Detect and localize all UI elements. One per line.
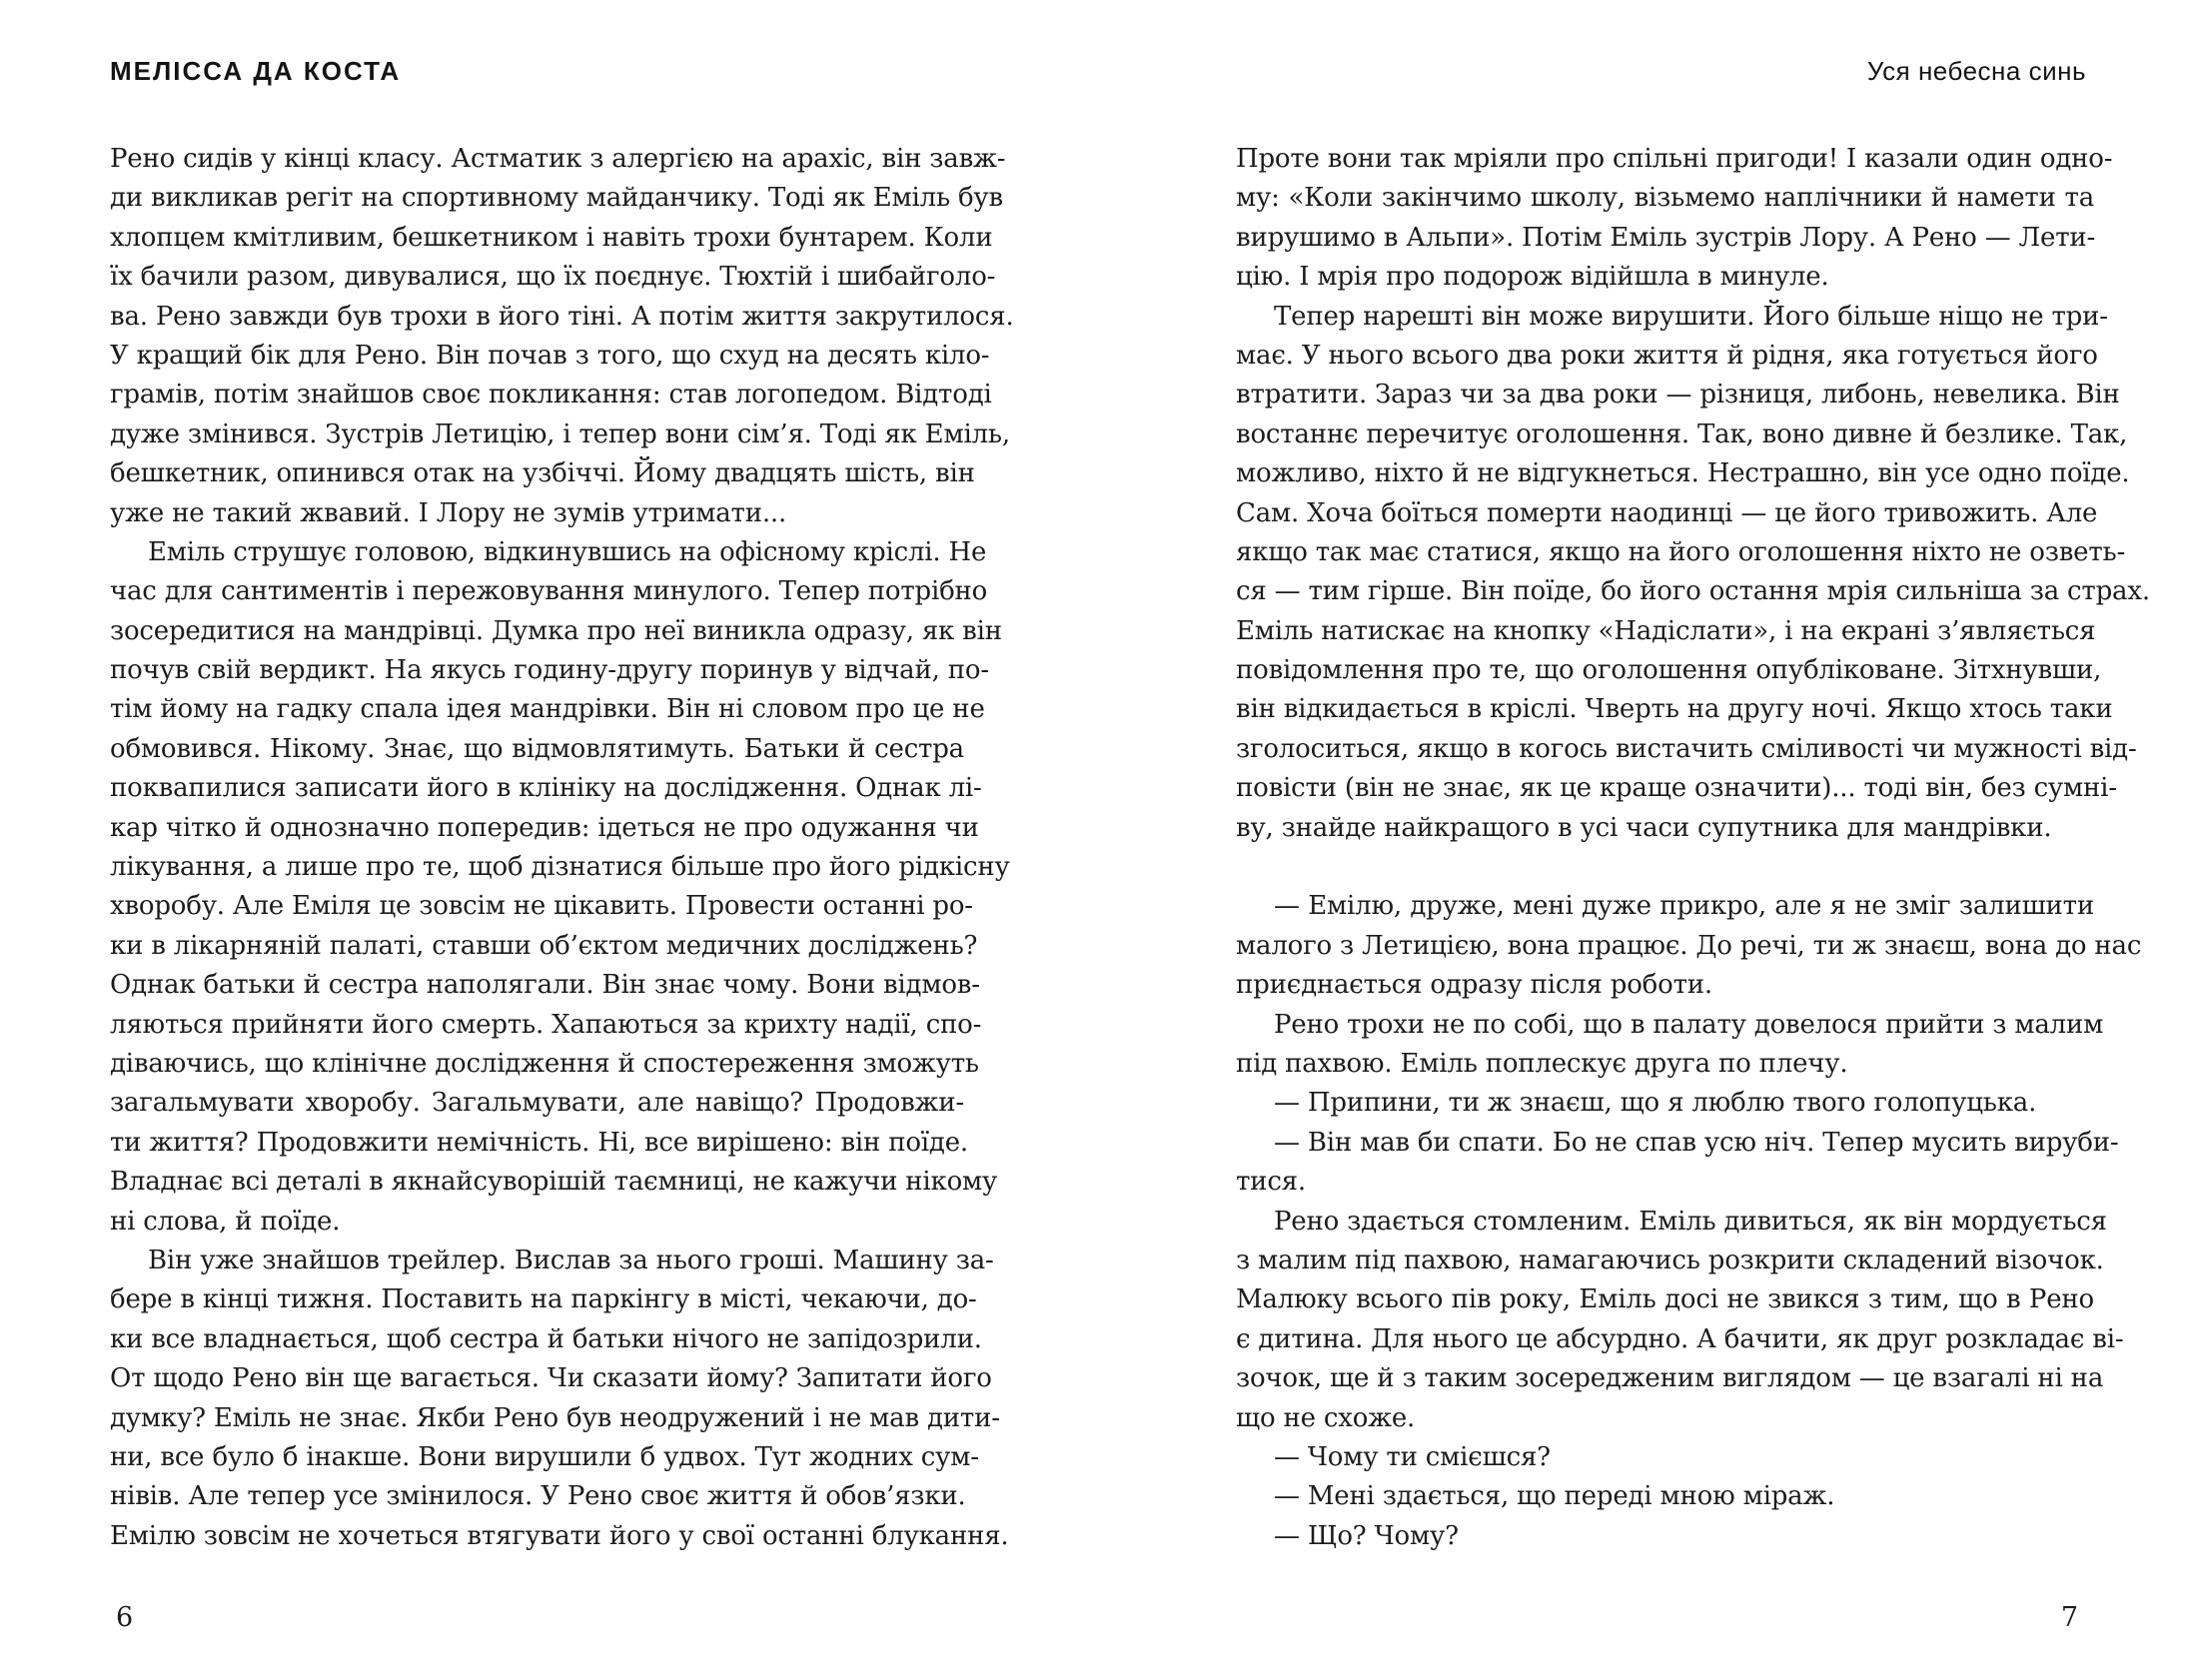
text-line: грамів, потім знайшов своє покликання: став логопедом. Відтоді — [110, 380, 992, 411]
text-line: ки все владнається, щоб сестра й батьки нічого не запідозрили. — [110, 1323, 982, 1354]
text-line: зголоситься, якщо в когось вистачить сміливості чи мужності від- — [1236, 733, 2137, 764]
text-line: малого з Летицією, вона працює. До речі, ти ж знаєш, вона до нас — [1236, 930, 2142, 961]
text-line: Малюку всього пів року, Еміль досі не звикся з тим, що в Рено — [1236, 1284, 2094, 1315]
text-line: уже не такий жвавий. І Лору не зумів утримати... — [110, 497, 787, 528]
text-line: зосередитися на мандрівці. Думка про неї виникла одразу, як він — [110, 615, 1002, 646]
paragraph — [110, 1242, 1009, 1556]
text-line: От щодо Рено він ще вагається. Чи сказати йому? Запитати його — [110, 1363, 992, 1394]
text-line: їх бачили разом, дивувалися, що їх поєднує. Тюхтій і шибайголо- — [110, 262, 996, 293]
text-block-right — [1236, 140, 2150, 1556]
text-line: хлопцем кмітливим, бешкетником і навіть трохи бунтарем. Коли — [110, 222, 993, 253]
text-line: Рено здається стомленим. Еміль дивиться, як він мордується — [1274, 1206, 2107, 1237]
paragraph — [1236, 1477, 2094, 1516]
text-line: думку? Еміль не знає. Якби Рено був неодружений і не мав дити- — [110, 1402, 1000, 1433]
text-line: повідомлення про те, що оголошення опубліковане. Зітхнувши, — [1236, 655, 2102, 686]
text-line: бешкетник, опинився отак на узбіччі. Йому двадцять шість, він — [110, 458, 975, 489]
text-line: ляються прийняти його смерть. Хапаються за крихту надії, спо- — [110, 1009, 982, 1040]
page-left — [110, 0, 1014, 1680]
text-line: дуже змінився. Зустрів Летицію, і тепер вони сім’я. Тоді як Еміль, — [110, 419, 1010, 449]
paragraph — [1236, 140, 2113, 298]
running-head-author: МЕЛІССА ДА КОСТА — [110, 56, 402, 86]
text-line: ти життя? Продовжити немічність. Ні, все вирішено: він поїде. — [110, 1127, 968, 1158]
text-line: поквапилися записати його в клініку на дослідження. Однак лі- — [110, 773, 982, 804]
paragraph — [110, 533, 1010, 1242]
text-line: зочок, ще й з таким зосередженим виглядом — це взагалі ні на — [1236, 1363, 2104, 1394]
page-right — [1236, 0, 2150, 1680]
paragraph — [1236, 1084, 2094, 1123]
text-line: повісти (він не знає, як це краще означити)... тоді він, без сумні- — [1236, 773, 2117, 804]
text-line: У кращий бік для Рено. Він почав з того, що схуд на десять кіло- — [110, 340, 990, 371]
paragraph — [1236, 298, 2150, 848]
text-line: він відкидається в кріслі. Чверть на другу ночі. Якщо хтось таки — [1236, 694, 2113, 725]
text-block-left — [110, 140, 1014, 1556]
text-line: Рено трохи не по собі, що в палату довелося прийти з малим — [1274, 1009, 2104, 1040]
paragraph — [1236, 1203, 2124, 1438]
text-line: обмовився. Нікому. Знає, що відмовлятимуть. Батьки й сестра — [110, 733, 964, 764]
text-line: ки в лікарняній палаті, ставши об’єктом медичних досліджень? — [110, 930, 978, 961]
text-line: бере в кінці тижня. Поставить на паркінгу в місті, чекаючи, до- — [110, 1284, 977, 1315]
text-line: втратити. Зараз чи за два роки — різниця, либонь, невелика. Він — [1236, 380, 2120, 411]
text-line: Він уже знайшов трейлер. Вислав за нього гроші. Машину за- — [148, 1245, 994, 1275]
text-line: хворобу. Але Еміля це зовсім не цікавить. Провести останні ро- — [110, 891, 973, 922]
paragraph — [1236, 1438, 2094, 1477]
text-line: вирушимо в Альпи». Потім Еміль зустрів Лору. А Рено — Лети- — [1236, 222, 2096, 253]
text-line: час для сантиментів і пережовування минулого. Тепер потрібно — [110, 576, 988, 607]
text-line: з малим під пахвою, намагаючись розкрити складений візочок. — [1236, 1245, 2104, 1275]
paragraph — [1236, 1006, 2104, 1085]
text-line: Однак батьки й сестра наполягали. Він знає чому. Вони відмов- — [110, 970, 980, 1001]
text-line: тися. — [1236, 1167, 1306, 1198]
text-line: ди викликав регіт на спортивному майданчику. Тоді як Еміль був — [110, 183, 1003, 214]
text-line: — Мені здається, що переді мною міраж. — [1274, 1481, 1835, 1512]
paragraph — [1236, 887, 2142, 1005]
text-line: ни, все було б інакше. Вони вирушили б удвох. Тут жодних сум- — [110, 1441, 979, 1472]
page-number-right: 7 — [2060, 1602, 2078, 1633]
paragraph — [1236, 1517, 2094, 1556]
text-line: Еміль струшує головою, відкинувшись на офісному кріслі. Не — [148, 536, 987, 567]
text-line: ва. Рено завжди був трохи в його тіні. А потім життя закрутилося. — [110, 301, 1014, 332]
text-line: якщо так має статися, якщо на його оголошення ніхто не озветь- — [1236, 536, 2126, 567]
text-line: має. У нього всього два роки життя й рідня, яка готується його — [1236, 340, 2098, 371]
text-line: — Що? Чому? — [1274, 1520, 1459, 1551]
text-line: Рено сидів у кінці класу. Астматик з алергією на арахіс, він завж- — [110, 144, 1006, 174]
text-line: є дитина. Для нього це абсурдно. А бачити, як друг розкладає ві- — [1236, 1323, 2124, 1354]
text-line: востаннє перечитує оголошення. Так, воно дивне й безлике. Так, — [1236, 419, 2128, 449]
text-line: — Емілю, друже, мені дуже прикро, але я не зміг залишити — [1274, 891, 2094, 922]
text-line: можливо, ніхто й не відгукнеться. Нестрашно, він усе одно поїде. — [1236, 458, 2130, 489]
paragraph — [1236, 1124, 2119, 1203]
text-line: Тепер нарешті він може вирушити. Його більше ніщо не три- — [1274, 301, 2108, 332]
text-line: діваючись, що клінічне дослідження й спостереження зможуть — [110, 1048, 979, 1079]
text-line: цію. І мрія про подорож відійшла в минуле. — [1236, 262, 1829, 293]
text-line: ву, знайде найкращого в усі часи супутника для мандрівки. — [1236, 812, 2052, 843]
text-line: — Припини, ти ж знаєш, що я люблю твого голопуцька. — [1274, 1088, 2037, 1119]
text-line: Проте вони так мріяли про спільні пригоди! І казали один одно- — [1236, 144, 2113, 174]
text-line: кар чітко й однозначно попередив: ідеться не про одужання чи — [110, 812, 979, 843]
text-line: загальмувати хворобу. Загальмувати, але навіщо? Продовжи- — [110, 1088, 964, 1119]
text-line: нівів. Але тепер усе змінилося. У Рено своє життя й обов’язки. — [110, 1481, 966, 1512]
text-line: приєднається одразу після роботи. — [1236, 970, 1712, 1001]
text-line: — Він мав би спати. Бо не спав усю ніч. Тепер мусить вируби- — [1274, 1127, 2119, 1158]
text-line: ні слова, й поїде. — [110, 1206, 341, 1237]
text-line: лікування, а лише про те, щоб дізнатися більше про його рідкісну — [110, 852, 1010, 883]
text-line: ся — тим гірше. Він поїде, бо його остання мрія сильніша за страх. — [1236, 576, 2150, 607]
text-line: Сам. Хоча боїться померти наодинці — це його тривожить. Але — [1236, 497, 2098, 528]
text-line: почув свій вердикт. На якусь годину-другу поринув у відчай, по- — [110, 655, 989, 686]
text-line: Еміль натискає на кнопку «Надіслати», і на екрані з’являється — [1236, 615, 2096, 646]
text-line: му: «Коли закінчимо школу, візьмемо наплічники й намети та — [1236, 183, 2094, 214]
text-line: тім йому на гадку спала ідея мандрівки. Він ні словом про це не — [110, 694, 985, 725]
text-line: Емілю зовсім не хочеться втягувати його у свої останні блукання. — [110, 1520, 1009, 1551]
text-line: — Чому ти смієшся? — [1274, 1441, 1551, 1472]
text-line: що не схоже. — [1236, 1402, 1416, 1433]
text-line: під пахвою. Еміль поплескує друга по плечу. — [1236, 1048, 1848, 1079]
text-line: Владнає всі деталі в якнайсуворішій таємниці, не кажучи нікому — [110, 1167, 998, 1198]
page-number-left: 6 — [116, 1602, 134, 1633]
running-head-book-title: Уся небесна синь — [1866, 56, 2086, 86]
paragraph — [110, 140, 1014, 533]
